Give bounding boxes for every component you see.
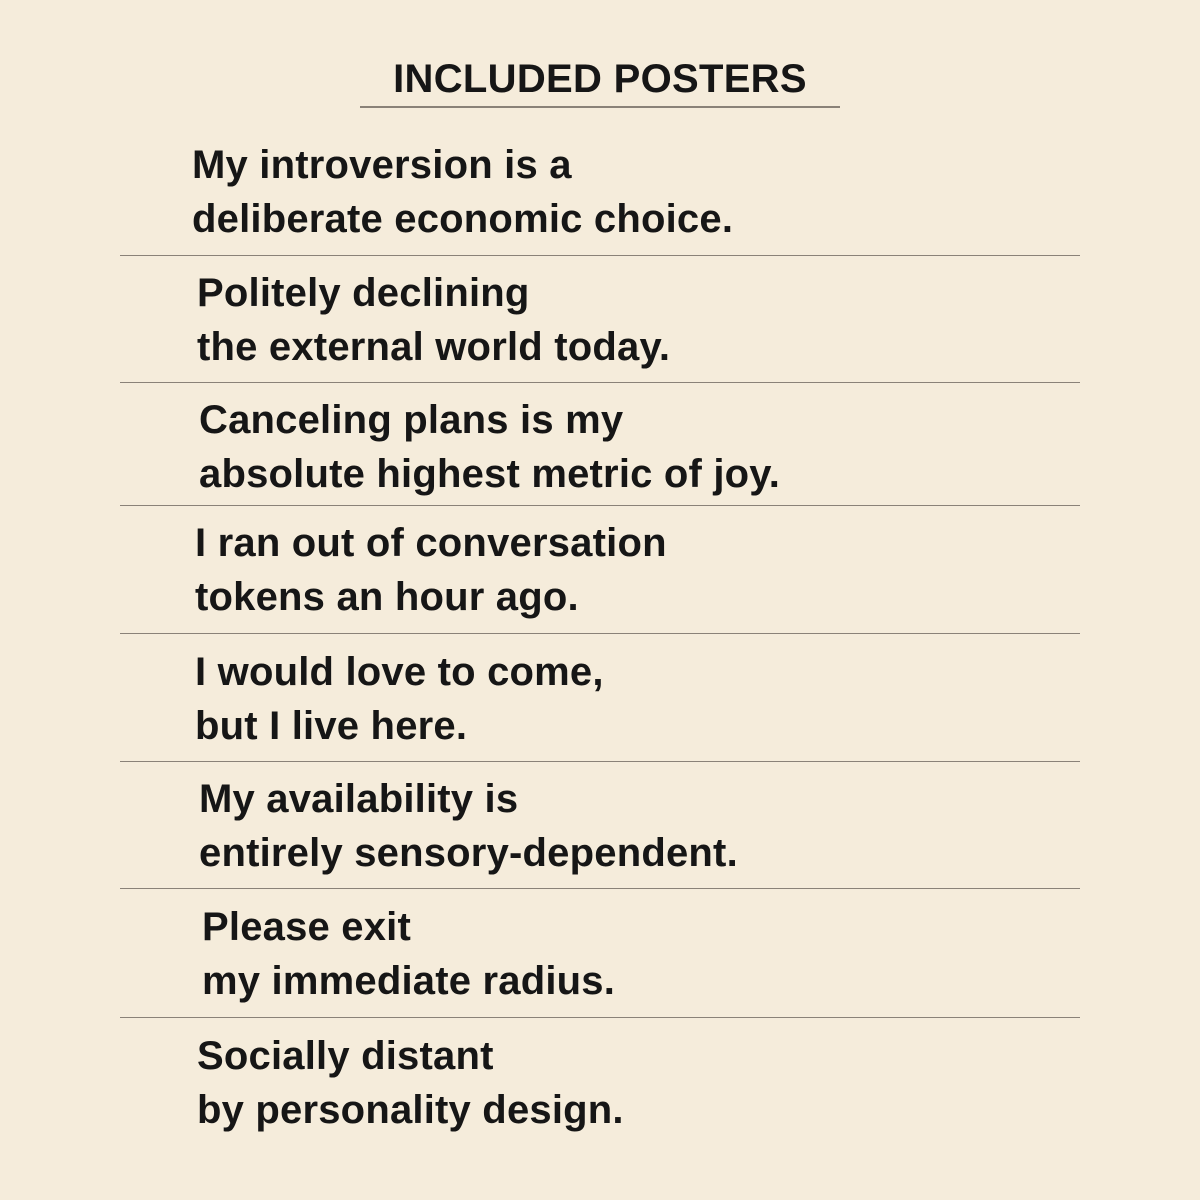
divider — [120, 382, 1080, 383]
divider — [120, 1017, 1080, 1018]
divider — [120, 255, 1080, 256]
poster-line-2: but I live here. — [195, 704, 468, 748]
divider — [120, 505, 1080, 506]
poster-item — [197, 1029, 624, 1137]
poster-line-2: tokens an hour ago. — [195, 575, 579, 619]
poster-item — [199, 772, 738, 880]
poster-line-1: Politely declining — [197, 271, 530, 315]
poster-line-1: Please exit — [202, 905, 412, 949]
poster-line-2: the external world today. — [197, 325, 671, 369]
poster-line-2: entirely sensory-dependent. — [199, 831, 738, 875]
poster-line-2: absolute highest metric of joy. — [199, 452, 781, 496]
poster-item — [202, 900, 615, 1008]
poster-line-2: by personality design. — [197, 1088, 624, 1132]
poster-item — [199, 393, 780, 501]
poster-line-1: I would love to come, — [195, 650, 604, 694]
poster-line-1: Canceling plans is my — [199, 398, 624, 442]
poster-item — [195, 516, 667, 624]
divider — [120, 633, 1080, 634]
poster-item — [195, 645, 604, 753]
poster-line-1: I ran out of conversation — [195, 521, 667, 565]
title-underline — [360, 106, 840, 108]
poster-line-1: My introversion is a — [192, 143, 572, 187]
page-title: INCLUDED POSTERS — [393, 57, 807, 101]
divider — [120, 888, 1080, 889]
poster-line-1: Socially distant — [197, 1034, 494, 1078]
divider — [120, 761, 1080, 762]
poster-line-1: My availability is — [199, 777, 519, 821]
poster-item — [192, 138, 733, 246]
poster-item — [197, 266, 670, 374]
poster-line-2: my immediate radius. — [202, 959, 616, 1003]
poster-line-2: deliberate economic choice. — [192, 197, 734, 241]
